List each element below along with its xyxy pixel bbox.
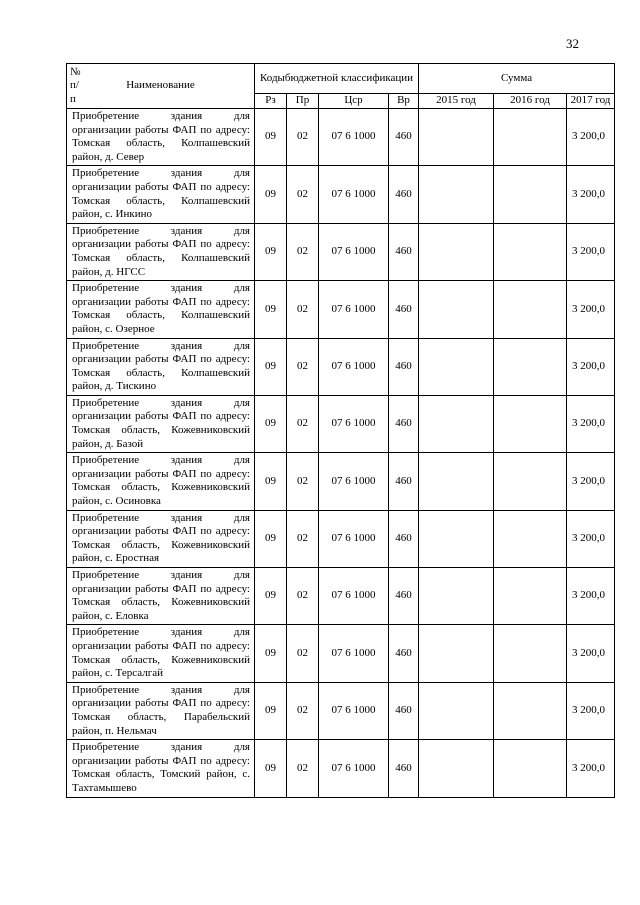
cell-name: Приобретение здания для организации работы ФАП по адресу: Томская область, Кожевниковский район, с. Еловка <box>67 568 255 625</box>
cell-pr: 02 <box>287 223 319 280</box>
cell-csr: 07 6 1000 <box>319 682 389 739</box>
cell-rz: 09 <box>255 568 287 625</box>
table-row <box>67 453 615 510</box>
header-sum: Сумма <box>419 64 615 94</box>
table-row <box>67 338 615 395</box>
cell-pr: 02 <box>287 625 319 682</box>
table-body <box>67 109 615 798</box>
table-row <box>67 223 615 280</box>
cell-csr: 07 6 1000 <box>319 395 389 452</box>
cell-name: Приобретение здания для организации работы ФАП по адресу: Томская область, Кожевниковский район, д. Базой <box>67 395 255 452</box>
cell-vr: 460 <box>389 740 419 797</box>
cell-y2016 <box>494 338 567 395</box>
cell-y2016 <box>494 281 567 338</box>
table-row <box>67 625 615 682</box>
table-row <box>67 395 615 452</box>
cell-y2015 <box>419 281 494 338</box>
cell-pr: 02 <box>287 453 319 510</box>
cell-csr: 07 6 1000 <box>319 625 389 682</box>
cell-rz: 09 <box>255 625 287 682</box>
cell-name: Приобретение здания для организации работы ФАП по адресу: Томская область, Колпашевский район, с. Озерное <box>67 281 255 338</box>
cell-vr: 460 <box>389 223 419 280</box>
cell-y2016 <box>494 625 567 682</box>
cell-vr: 460 <box>389 109 419 166</box>
cell-y2015 <box>419 568 494 625</box>
cell-csr: 07 6 1000 <box>319 453 389 510</box>
page-number: 32 <box>566 36 579 51</box>
header-csr: Цср <box>319 94 389 109</box>
table-row <box>67 510 615 567</box>
cell-rz: 09 <box>255 453 287 510</box>
cell-rz: 09 <box>255 281 287 338</box>
cell-y2016 <box>494 510 567 567</box>
cell-y2017: 3 200,0 <box>567 281 615 338</box>
cell-pr: 02 <box>287 281 319 338</box>
cell-y2015 <box>419 395 494 452</box>
cell-vr: 460 <box>389 625 419 682</box>
cell-pr: 02 <box>287 395 319 452</box>
cell-pr: 02 <box>287 568 319 625</box>
header-pr: Пр <box>287 94 319 109</box>
cell-csr: 07 6 1000 <box>319 510 389 567</box>
cell-vr: 460 <box>389 510 419 567</box>
header-rz: Рз <box>255 94 287 109</box>
cell-rz: 09 <box>255 510 287 567</box>
cell-y2015 <box>419 682 494 739</box>
cell-vr: 460 <box>389 568 419 625</box>
cell-rz: 09 <box>255 109 287 166</box>
header-2016: 2016 год <box>494 94 567 109</box>
cell-csr: 07 6 1000 <box>319 338 389 395</box>
cell-name: Приобретение здания для организации работы ФАП по адресу: Томская область, Кожевниковский район, с. Осиновка <box>67 453 255 510</box>
cell-csr: 07 6 1000 <box>319 740 389 797</box>
cell-name: Приобретение здания для организации работы ФАП по адресу: Томская область, Колпашевский район, д. НГСС <box>67 223 255 280</box>
cell-y2016 <box>494 166 567 223</box>
cell-vr: 460 <box>389 338 419 395</box>
cell-y2017: 3 200,0 <box>567 166 615 223</box>
table-row <box>67 740 615 797</box>
cell-pr: 02 <box>287 682 319 739</box>
cell-y2017: 3 200,0 <box>567 625 615 682</box>
cell-y2015 <box>419 338 494 395</box>
cell-y2016 <box>494 453 567 510</box>
cell-vr: 460 <box>389 682 419 739</box>
cell-y2017: 3 200,0 <box>567 568 615 625</box>
cell-y2017: 3 200,0 <box>567 223 615 280</box>
cell-y2015 <box>419 109 494 166</box>
cell-csr: 07 6 1000 <box>319 568 389 625</box>
table-row <box>67 682 615 739</box>
cell-csr: 07 6 1000 <box>319 166 389 223</box>
cell-pr: 02 <box>287 338 319 395</box>
cell-name: Приобретение здания для организации работы ФАП по адресу: Томская область, Томский район, с. Тахтамышево <box>67 740 255 797</box>
header-vr: Вр <box>389 94 419 109</box>
cell-y2015 <box>419 166 494 223</box>
cell-vr: 460 <box>389 453 419 510</box>
header-codes: Кодыбюджетной классификации <box>255 64 419 94</box>
cell-csr: 07 6 1000 <box>319 109 389 166</box>
cell-rz: 09 <box>255 740 287 797</box>
cell-pr: 02 <box>287 109 319 166</box>
header-name: Наименование <box>67 64 255 109</box>
budget-table: № п/п Наименование Кодыбюджетной классификации Сумма Рз Пр Цср Вр 2015 год 2016 год 2017 год Приобретение здания для организации работы ФАП по адресу: Томская область, Колпашевский район, д. Север 09 02 07 6 1000 460 3 200,0 Приобретение здания для организации работы ФАП по адресу: Томская область, Колпашевский район, с. Инкино 09 02 07 6 1000 460 3 200,0 Приобретение здания для организации работы ФАП по адресу: Томская область, Колпашевский район, д. НГСС 09 02 07 6 1000 460 3 200,0 Приобретение здания для организации работы ФАП по адресу: Томская область, Колпашевский район, с. Озерное 09 02 07 6 1000 460 3 200,0 Приобретение здания для организации работы ФАП по адресу: Томская область, Колпашевский район, д. Тискино 09 02 07 6 1000 460 3 200,0 Приобретение здания для организации работы ФАП по адресу: Томская область, Кожевниковский район, д. Базой 09 02 07 6 1000 460 3 200,0 Приобретение здания для организации работы ФАП по адресу: Томская область, Кожевниковский район, с. Осиновка 09 02 07 6 1000 460 3 200,0 Приобретение здания для организации работы ФАП по адресу: Томская область, Кожевниковский район, с. Еростная 09 02 07 6 1000 460 3 200,0 Приобретение здания для организации работы ФАП по адресу: Томская область, Кожевниковский район, с. Еловка 09 02 07 6 1000 460 3 200,0 Приобретение здания для организации работы ФАП по адресу: Томская область, Кожевниковский район, с. Терсалгай 09 02 07 6 1000 460 3 200,0 Приобретение здания для организации работы ФАП по адресу: Томская область, Парабельский район, п. Нельмач 09 02 07 6 1000 460 3 200,0 Приобретение здания для организации работы ФАП по адресу: Томская область, Томский район, с. Тахтамышево 09 02 07 6 1000 460 3 200,0 <box>66 63 615 798</box>
cell-vr: 460 <box>389 395 419 452</box>
cell-y2015 <box>419 740 494 797</box>
table-row <box>67 281 615 338</box>
cell-y2016 <box>494 568 567 625</box>
cell-y2017: 3 200,0 <box>567 395 615 452</box>
cell-y2015 <box>419 510 494 567</box>
cell-rz: 09 <box>255 338 287 395</box>
table-row <box>67 109 615 166</box>
cell-csr: 07 6 1000 <box>319 223 389 280</box>
cell-pr: 02 <box>287 510 319 567</box>
cell-y2017: 3 200,0 <box>567 682 615 739</box>
cell-y2016 <box>494 395 567 452</box>
cell-rz: 09 <box>255 395 287 452</box>
cell-rz: 09 <box>255 682 287 739</box>
cell-y2015 <box>419 625 494 682</box>
cell-name: Приобретение здания для организации работы ФАП по адресу: Томская область, Кожевниковский район, с. Еростная <box>67 510 255 567</box>
table-row <box>67 166 615 223</box>
cell-y2017: 3 200,0 <box>567 338 615 395</box>
cell-y2015 <box>419 223 494 280</box>
cell-y2017: 3 200,0 <box>567 453 615 510</box>
cell-vr: 460 <box>389 166 419 223</box>
cell-rz: 09 <box>255 223 287 280</box>
header-2017: 2017 год <box>567 94 615 109</box>
cell-y2016 <box>494 109 567 166</box>
cell-pr: 02 <box>287 740 319 797</box>
cell-y2016 <box>494 682 567 739</box>
cell-name: Приобретение здания для организации работы ФАП по адресу: Томская область, Колпашевский район, с. Инкино <box>67 166 255 223</box>
cell-y2015 <box>419 453 494 510</box>
table-row <box>67 568 615 625</box>
cell-rz: 09 <box>255 166 287 223</box>
header-2015: 2015 год <box>419 94 494 109</box>
cell-name: Приобретение здания для организации работы ФАП по адресу: Томская область, Колпашевский район, д. Тискино <box>67 338 255 395</box>
cell-name: Приобретение здания для организации работы ФАП по адресу: Томская область, Парабельский район, п. Нельмач <box>67 682 255 739</box>
cell-pr: 02 <box>287 166 319 223</box>
cell-y2016 <box>494 223 567 280</box>
cell-y2017: 3 200,0 <box>567 510 615 567</box>
cell-name: Приобретение здания для организации работы ФАП по адресу: Томская область, Кожевниковский район, с. Терсалгай <box>67 625 255 682</box>
cell-y2017: 3 200,0 <box>567 109 615 166</box>
cell-y2016 <box>494 740 567 797</box>
cell-name: Приобретение здания для организации работы ФАП по адресу: Томская область, Колпашевский район, д. Север <box>67 109 255 166</box>
cell-y2017: 3 200,0 <box>567 740 615 797</box>
cell-csr: 07 6 1000 <box>319 281 389 338</box>
cell-vr: 460 <box>389 281 419 338</box>
